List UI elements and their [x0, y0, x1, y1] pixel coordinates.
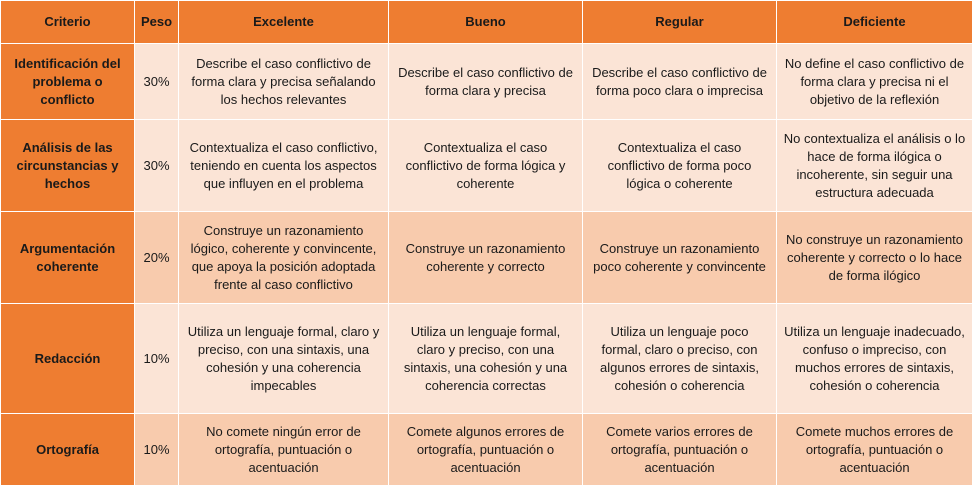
bueno-cell: Comete algunos errores de ortografía, puntuación o acentuación: [389, 414, 583, 486]
regular-cell: Describe el caso conflictivo de forma poco clara o imprecisa: [583, 44, 777, 120]
criterio-cell: Identificación del problema o conflicto: [1, 44, 135, 120]
criterio-cell: Análisis de las circunstancias y hechos: [1, 120, 135, 212]
bueno-cell: Utiliza un lenguaje formal, claro y preciso, con una sintaxis, una cohesión y una coherencia correctas: [389, 304, 583, 414]
deficiente-cell: Comete muchos errores de ortografía, puntuación o acentuación: [777, 414, 972, 486]
table-row: [1, 120, 972, 212]
header-deficiente: Deficiente: [777, 1, 972, 44]
deficiente-cell: No define el caso conflictivo de forma clara y precisa ni el objetivo de la reflexión: [777, 44, 972, 120]
bueno-cell: Describe el caso conflictivo de forma clara y precisa: [389, 44, 583, 120]
bueno-cell: Contextualiza el caso conflictivo de forma lógica y coherente: [389, 120, 583, 212]
regular-cell: Contextualiza el caso conflictivo de forma poco lógica o coherente: [583, 120, 777, 212]
deficiente-cell: No contextualiza el análisis o lo hace de forma ilógica o incoherente, sin seguir una estructura adecuada: [777, 120, 972, 212]
table-row: [1, 304, 972, 414]
header-row: [1, 1, 972, 44]
peso-cell: 10%: [135, 414, 179, 486]
criterio-cell: Ortografía: [1, 414, 135, 486]
peso-cell: 30%: [135, 120, 179, 212]
header-criterio: Criterio: [1, 1, 135, 44]
criterio-cell: Argumentación coherente: [1, 212, 135, 304]
header-bueno: Bueno: [389, 1, 583, 44]
regular-cell: Comete varios errores de ortografía, puntuación o acentuación: [583, 414, 777, 486]
bueno-cell: Construye un razonamiento coherente y correcto: [389, 212, 583, 304]
peso-cell: 20%: [135, 212, 179, 304]
header-peso: Peso: [135, 1, 179, 44]
header-excelente: Excelente: [179, 1, 389, 44]
table-row: [1, 44, 972, 120]
peso-cell: 10%: [135, 304, 179, 414]
regular-cell: Construye un razonamiento poco coherente y convincente: [583, 212, 777, 304]
table-row: [1, 414, 972, 486]
excelente-cell: Contextualiza el caso conflictivo, teniendo en cuenta los aspectos que influyen en el problema: [179, 120, 389, 212]
excelente-cell: Construye un razonamiento lógico, coherente y convincente, que apoya la posición adoptada frente al caso conflictivo: [179, 212, 389, 304]
regular-cell: Utiliza un lenguaje poco formal, claro o preciso, con algunos errores de sintaxis, cohesión o coherencia: [583, 304, 777, 414]
header-regular: Regular: [583, 1, 777, 44]
peso-cell: 30%: [135, 44, 179, 120]
deficiente-cell: No construye un razonamiento coherente y correcto o lo hace de forma ilógico: [777, 212, 972, 304]
excelente-cell: Describe el caso conflictivo de forma clara y precisa señalando los hechos relevantes: [179, 44, 389, 120]
excelente-cell: Utiliza un lenguaje formal, claro y preciso, con una sintaxis, una cohesión y una coherencia impecables: [179, 304, 389, 414]
table-row: [1, 212, 972, 304]
excelente-cell: No comete ningún error de ortografía, puntuación o acentuación: [179, 414, 389, 486]
criterio-cell: Redacción: [1, 304, 135, 414]
deficiente-cell: Utiliza un lenguaje inadecuado, confuso o impreciso, con muchos errores de sintaxis, cohesión o coherencia: [777, 304, 972, 414]
